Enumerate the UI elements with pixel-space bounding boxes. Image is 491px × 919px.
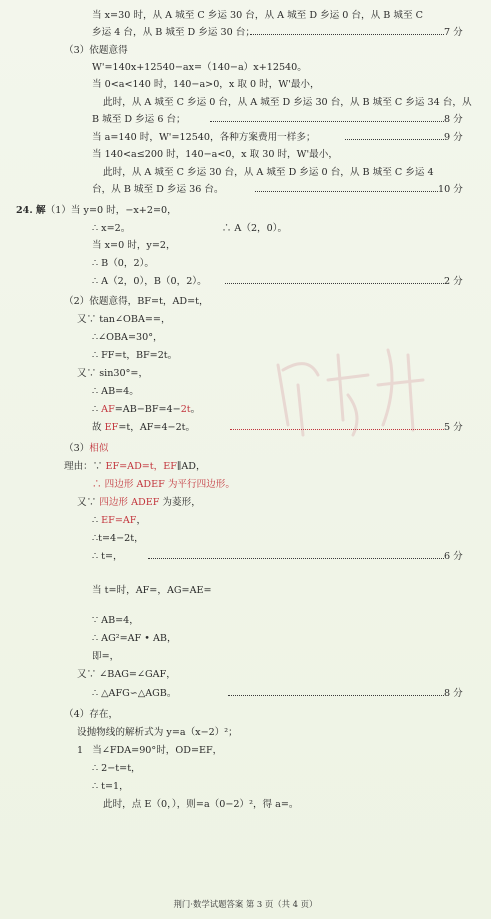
line-text: 。 <box>190 404 201 415</box>
solution-line <box>77 497 201 509</box>
red-annotation-text: 四边形 ADEF <box>99 497 160 508</box>
line-text: W'=140x+12540−ax=（140−a）x+12540。 <box>92 62 307 73</box>
red-annotation-text: 2t <box>180 404 191 415</box>
line-text: （1）当 y=0 时，−x+2=0， <box>45 205 177 216</box>
line-text: 乡运 4 台，从 B 城至 D 乡运 30 台； <box>92 27 255 38</box>
solution-line <box>77 669 176 681</box>
line-text: 又∵ <box>77 497 100 508</box>
solution-line <box>92 114 186 126</box>
line-text: ， <box>136 515 147 526</box>
line-text: 当 0<a<140 时，140−a>0，x 取 0 时，W'最小， <box>92 79 320 90</box>
red-annotation-text: ∴ 四边形 ADEF <box>92 479 168 490</box>
line-text: ∴ AB=4。 <box>92 386 139 397</box>
solution-line <box>64 45 128 57</box>
page-footer: 荆门·数学试题答案 第 3 页（共 4 页） <box>173 899 318 909</box>
line-text: 又∵ sin30°=， <box>77 368 149 379</box>
red-annotation-text: AF <box>101 404 115 415</box>
line-text: 1 当∠FDA=90°时，OD=EF， <box>77 745 223 756</box>
line-text: =t，AF=4−2t。 <box>118 422 196 433</box>
line-text: 又∵ ∠BAG=∠GAF， <box>77 669 176 680</box>
red-annotation-text: 相似 <box>89 443 109 454</box>
score-label: 8 分 <box>444 688 463 699</box>
line-text: ∴t=4−2t， <box>92 533 144 544</box>
solution-line <box>92 184 224 196</box>
line-text: （3）依题意得 <box>64 45 128 56</box>
solution-line <box>92 633 177 645</box>
line-text: 理由：∵ <box>64 461 106 472</box>
solution-line <box>92 781 129 793</box>
solution-line <box>64 296 209 308</box>
line-text: ∴ <box>92 515 102 526</box>
line-text: ∴ 2−t=t， <box>92 763 141 774</box>
solution-line <box>92 763 141 775</box>
line-text: ∴ t=1， <box>92 781 129 792</box>
line-text: 又∵ tan∠OBA==， <box>77 314 171 325</box>
line-text: 此时，从 A 城至 C 乡运 0 台，从 A 城至 D 乡运 30 台，从 B 城至 C 乡运 34 台，从 <box>103 97 472 108</box>
solution-line <box>92 79 320 91</box>
solution-line <box>92 10 423 22</box>
solution-line <box>92 386 139 398</box>
line-text: （4）存在， <box>64 709 119 720</box>
score-leader-dots <box>210 120 444 122</box>
score-label: 8 分 <box>444 114 463 125</box>
line-text: ∴ AG²=AF • AB， <box>92 633 177 644</box>
line-text: 当 t=时，AF=，AG=AE= <box>92 585 212 596</box>
line-text: 此时，点 E（0，），则=a（0−2）²，得 a=。 <box>103 799 299 810</box>
line-text: 台，从 B 城至 D 乡运 36 台。 <box>92 184 224 195</box>
solution-line <box>92 422 195 434</box>
line-text: 当 x=0 时，y=2， <box>92 240 176 251</box>
line-text: ∴ t=， <box>92 551 123 562</box>
score-leader-dots <box>228 694 444 696</box>
line-text: 当 a=140 时，W'=12540，各种方案费用一样多； <box>92 132 316 143</box>
red-annotation-text: EF=AF <box>101 515 137 526</box>
score-label: 6 分 <box>444 551 463 562</box>
line-text: 此时，从 A 城至 C 乡运 30 台，从 A 城至 D 乡运 0 台，从 B 城至 C 乡运 4 <box>103 167 434 178</box>
solution-line <box>77 368 148 380</box>
score-leader-dots <box>255 190 438 192</box>
line-text: 为菱形， <box>159 497 201 508</box>
solution-line <box>92 551 123 563</box>
line-text: 故 <box>92 422 105 433</box>
solution-line <box>77 745 222 757</box>
score-label: 10 分 <box>438 184 463 195</box>
solution-line <box>92 688 176 700</box>
solution-line <box>64 443 108 455</box>
score-leader-dots <box>230 428 444 430</box>
solution-line <box>92 62 307 74</box>
solution-line <box>77 727 238 739</box>
score-leader-dots <box>250 33 444 35</box>
line-text: ∴ △AFG∽△AGB。 <box>92 688 177 699</box>
red-annotation-text: EF <box>104 422 119 433</box>
score-leader-dots <box>345 138 444 140</box>
line-text: B 城至 D 乡运 6 台； <box>92 114 186 125</box>
solution-line <box>92 515 146 527</box>
solution-line <box>92 615 139 627</box>
solution-line <box>92 276 207 288</box>
solution-line <box>92 132 316 144</box>
score-leader-dots <box>225 282 444 284</box>
line-text: 设抛物线的解析式为 y=a（x−2）²； <box>77 727 238 738</box>
score-label: 9 分 <box>444 132 463 143</box>
line-text: 即=， <box>92 651 120 662</box>
solution-line <box>103 167 434 179</box>
solution-line <box>92 27 255 39</box>
line-text: ∴ A（2，0），B（0，2）。 <box>92 276 207 287</box>
line-text: （3） <box>64 443 90 454</box>
solution-line <box>92 533 144 545</box>
solution-line <box>92 651 119 663</box>
solution-line <box>92 404 200 416</box>
red-annotation-text: EF=AD=t，EF <box>105 461 177 472</box>
solution-line <box>64 709 118 721</box>
solution-line <box>103 97 472 109</box>
solution-line <box>92 479 235 491</box>
line-text: ∥AD， <box>176 461 206 472</box>
solution-line <box>64 461 206 473</box>
line-text: 当 140<a≤200 时，140−a<0，x 取 30 时，W'最小， <box>92 149 338 160</box>
solution-line <box>92 258 154 270</box>
line-text: ∴ <box>92 404 102 415</box>
score-label: 5 分 <box>444 422 463 433</box>
score-label: 2 分 <box>444 276 463 287</box>
solution-line <box>16 205 177 217</box>
line-text: ∴ x=2。 ∴ A（2，0）。 <box>92 223 288 234</box>
solution-line <box>92 585 212 597</box>
solution-line <box>92 240 176 252</box>
solution-line <box>92 350 177 362</box>
solution-line <box>92 332 163 344</box>
faint-stamp-watermark <box>248 325 448 445</box>
line-text: ∴ B（0，2）。 <box>92 258 154 269</box>
line-text: ∵ AB=4， <box>92 615 139 626</box>
line-text: ∴∠OBA=30°， <box>92 332 163 343</box>
solution-line <box>92 149 338 161</box>
solution-line <box>77 314 171 326</box>
solution-line <box>103 799 299 811</box>
score-label: 7 分 <box>444 27 463 38</box>
line-text: 当 x=30 时，从 A 城至 C 乡运 30 台，从 A 城至 D 乡运 0 台，从 B 城至 C <box>92 10 423 21</box>
line-text: 24. 解 <box>16 205 46 216</box>
red-annotation-text: 为平行四边形。 <box>167 479 235 490</box>
line-text: （2）依题意得，BF=t，AD=t， <box>64 296 209 307</box>
solution-line <box>92 223 287 235</box>
line-text: =AB−BF=4− <box>114 404 181 415</box>
score-leader-dots <box>148 557 444 559</box>
line-text: ∴ FF=t，BF=2t。 <box>92 350 178 361</box>
